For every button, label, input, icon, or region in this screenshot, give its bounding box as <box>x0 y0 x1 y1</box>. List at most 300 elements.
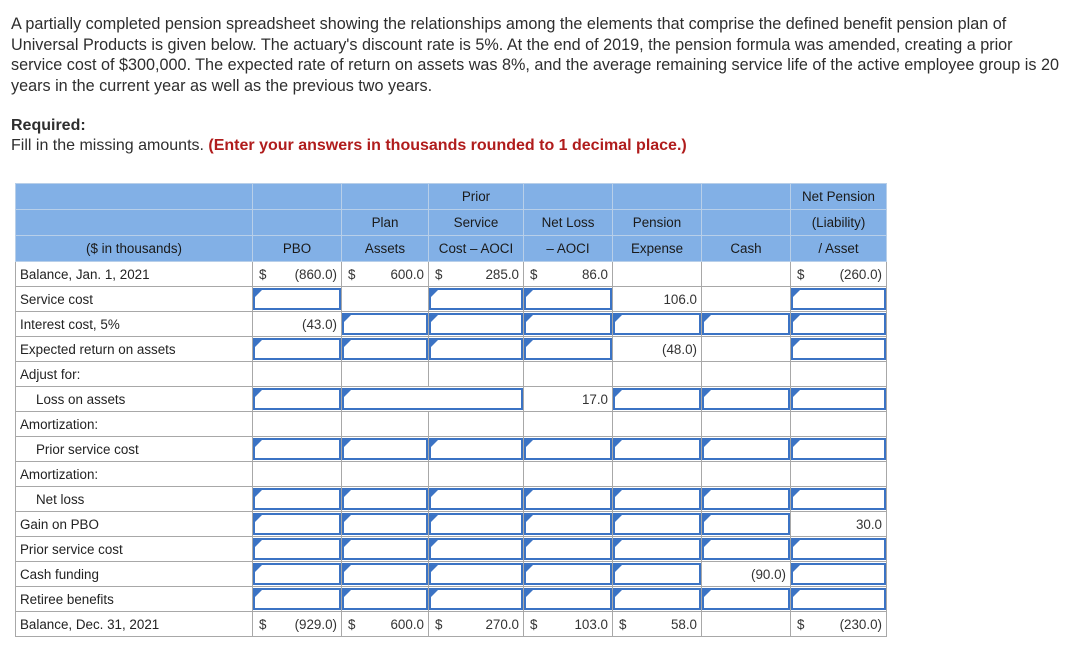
cash-input[interactable] <box>702 587 791 612</box>
cell-box[interactable] <box>342 513 428 535</box>
cell-box <box>702 413 790 435</box>
header-pension-expense: Pension <box>613 210 702 236</box>
cell-box[interactable] <box>791 288 886 310</box>
amount-input[interactable] <box>261 514 336 534</box>
amount-input[interactable] <box>261 339 336 359</box>
pension-expense-input[interactable] <box>613 587 702 612</box>
net-loss-aoci-input[interactable] <box>524 437 613 462</box>
prior-service-cost-aoci-input[interactable] <box>429 337 524 362</box>
cell-box[interactable] <box>702 438 790 460</box>
required-text: Fill in the missing amounts. <box>11 137 209 154</box>
amount-input[interactable] <box>621 439 696 459</box>
amount-input[interactable] <box>621 314 696 334</box>
row-label: Gain on PBO <box>16 512 253 537</box>
dollar-sign: $ <box>348 266 356 282</box>
cell-box <box>613 613 701 635</box>
net-loss-aoci-input[interactable] <box>524 562 613 587</box>
amount-input[interactable] <box>350 514 423 534</box>
cell-box[interactable] <box>702 513 790 535</box>
empty-cell <box>253 412 342 437</box>
cell-box[interactable] <box>613 313 701 335</box>
cell-box <box>524 613 612 635</box>
cell-box[interactable] <box>429 438 523 460</box>
header-net-loss-aoci <box>524 184 613 210</box>
amount-input[interactable] <box>799 314 881 334</box>
row-label: Adjust for: <box>16 362 253 387</box>
pbo-input[interactable] <box>253 337 342 362</box>
header-cash <box>702 210 791 236</box>
header-prior-service-cost-aoci: Prior <box>429 184 524 210</box>
cell-box[interactable] <box>613 388 701 410</box>
cell-box[interactable] <box>791 438 886 460</box>
amount-input[interactable] <box>710 314 785 334</box>
cell-box[interactable] <box>702 588 790 610</box>
table-row <box>16 462 887 487</box>
header-pension-expense: Expense <box>613 236 702 262</box>
amount-input[interactable] <box>621 589 696 609</box>
header-prior-service-cost-aoci: Service <box>429 210 524 236</box>
cell-box[interactable] <box>429 538 523 560</box>
cell-box[interactable] <box>613 588 701 610</box>
amount-input[interactable] <box>799 339 881 359</box>
pbo-value <box>253 612 342 637</box>
header-label-cell <box>16 210 253 236</box>
cell-box[interactable] <box>429 588 523 610</box>
amount-input[interactable] <box>350 539 423 559</box>
empty-cell <box>342 462 429 487</box>
amount-input[interactable] <box>261 289 336 309</box>
cell-box[interactable] <box>524 338 612 360</box>
cell-box[interactable] <box>702 388 790 410</box>
amount-input[interactable] <box>350 339 423 359</box>
amount-input[interactable] <box>350 314 423 334</box>
row-label: Net loss <box>16 487 253 512</box>
net-pension-liability-asset-input[interactable] <box>791 562 887 587</box>
cell-box[interactable] <box>791 488 886 510</box>
pension-expense-input[interactable] <box>613 487 702 512</box>
cell-box <box>791 263 886 285</box>
header-pension-expense <box>613 184 702 210</box>
cell-box[interactable] <box>791 338 886 360</box>
cell-amount: (43.0) <box>302 316 337 332</box>
cash-input[interactable] <box>702 312 791 337</box>
cell-box <box>342 463 428 485</box>
net-pension-liability-asset-input[interactable] <box>791 587 887 612</box>
amount-input[interactable] <box>437 489 518 509</box>
net-loss-aoci-input[interactable] <box>524 537 613 562</box>
amount-input[interactable] <box>532 339 607 359</box>
cell-box <box>613 413 701 435</box>
plan-assets-input[interactable] <box>342 312 429 337</box>
amount-input[interactable] <box>621 564 696 584</box>
net-pension-liability-asset-input[interactable] <box>791 487 887 512</box>
plan-assets-input[interactable] <box>342 387 524 412</box>
amount-input[interactable] <box>437 589 518 609</box>
table-row <box>16 287 887 312</box>
pension-expense-value <box>613 337 702 362</box>
cell-box[interactable] <box>613 538 701 560</box>
plan-assets-input[interactable] <box>342 562 429 587</box>
pbo-value <box>253 312 342 337</box>
header-net-loss-aoci: – AOCI <box>524 236 613 262</box>
cell-box[interactable] <box>524 563 612 585</box>
empty-cell <box>702 362 791 387</box>
cell-box[interactable] <box>253 388 341 410</box>
amount-input[interactable] <box>350 589 423 609</box>
dollar-sign: $ <box>619 616 627 632</box>
header-cash: Cash <box>702 236 791 262</box>
cash-value <box>702 562 791 587</box>
net-loss-aoci-input[interactable] <box>524 337 613 362</box>
cash-input[interactable] <box>702 512 791 537</box>
cell-box[interactable] <box>791 538 886 560</box>
dollar-sign: $ <box>530 616 538 632</box>
net-pension-liability-asset-input[interactable] <box>791 437 887 462</box>
cell-box[interactable] <box>253 338 341 360</box>
amount-input[interactable] <box>261 564 336 584</box>
cell-box <box>253 613 341 635</box>
amount-input[interactable] <box>799 564 881 584</box>
prior-service-cost-aoci-input[interactable] <box>429 587 524 612</box>
empty-cell <box>702 612 791 637</box>
cell-amount: 17.0 <box>581 391 608 407</box>
amount-input[interactable] <box>437 539 518 559</box>
cash-input[interactable] <box>702 487 791 512</box>
empty-cell <box>702 462 791 487</box>
net-loss-aoci-value <box>524 612 613 637</box>
cell-box <box>342 613 428 635</box>
header-net-pension-liability-asset: / Asset <box>791 236 887 262</box>
cell-box[interactable] <box>253 488 341 510</box>
cell-box[interactable] <box>791 313 886 335</box>
cell-amount: (929.0) <box>294 616 337 632</box>
cell-box <box>613 338 701 360</box>
cell-box <box>429 463 523 485</box>
cell-box <box>702 263 790 285</box>
empty-cell <box>253 462 342 487</box>
amount-input[interactable] <box>437 339 518 359</box>
amount-input[interactable] <box>710 589 785 609</box>
cell-box <box>429 263 523 285</box>
amount-input[interactable] <box>532 439 607 459</box>
cell-box[interactable] <box>253 588 341 610</box>
cell-box[interactable] <box>524 288 612 310</box>
cell-box[interactable] <box>613 438 701 460</box>
pension-expense-input[interactable] <box>613 312 702 337</box>
amount-input[interactable] <box>710 439 785 459</box>
cell-box <box>702 463 790 485</box>
pbo-input[interactable] <box>253 437 342 462</box>
cell-box[interactable] <box>791 588 886 610</box>
cell-box <box>702 338 790 360</box>
amount-input[interactable] <box>799 289 881 309</box>
amount-input[interactable] <box>621 539 696 559</box>
header-plan-assets: Assets <box>342 236 429 262</box>
cash-input[interactable] <box>702 387 791 412</box>
amount-input[interactable] <box>532 589 607 609</box>
empty-cell <box>342 412 429 437</box>
cell-box[interactable] <box>342 438 428 460</box>
net-loss-aoci-input[interactable] <box>524 512 613 537</box>
amount-input[interactable] <box>261 589 336 609</box>
amount-input[interactable] <box>350 389 518 409</box>
amount-input[interactable] <box>532 564 607 584</box>
net-loss-aoci-input[interactable] <box>524 312 613 337</box>
amount-input[interactable] <box>621 514 696 534</box>
empty-cell <box>613 462 702 487</box>
cell-box[interactable] <box>613 513 701 535</box>
empty-cell <box>613 362 702 387</box>
cell-box[interactable] <box>791 563 886 585</box>
pbo-input[interactable] <box>253 387 342 412</box>
amount-input[interactable] <box>437 314 518 334</box>
cell-box[interactable] <box>253 288 341 310</box>
cell-box <box>429 413 523 435</box>
empty-cell <box>702 412 791 437</box>
pension-expense-value <box>613 287 702 312</box>
plan-assets-value <box>342 612 429 637</box>
cash-input[interactable] <box>702 537 791 562</box>
cell-box <box>253 313 341 335</box>
row-label: Amortization: <box>16 412 253 437</box>
cell-box[interactable] <box>429 338 523 360</box>
cell-box <box>429 613 523 635</box>
dollar-sign: $ <box>348 616 356 632</box>
net-pension-liability-asset-input[interactable] <box>791 287 887 312</box>
pension-expense-input[interactable] <box>613 537 702 562</box>
row-label: Amortization: <box>16 462 253 487</box>
empty-cell <box>702 262 791 287</box>
table-row <box>16 387 887 412</box>
empty-cell <box>429 412 524 437</box>
cell-amount: 270.0 <box>485 616 519 632</box>
plan-assets-input[interactable] <box>342 437 429 462</box>
net-pension-liability-asset-input[interactable] <box>791 337 887 362</box>
plan-assets-input[interactable] <box>342 587 429 612</box>
cell-box[interactable] <box>702 538 790 560</box>
table-row <box>16 487 887 512</box>
pension-expense-input[interactable] <box>613 512 702 537</box>
amount-input[interactable] <box>799 489 881 509</box>
amount-input[interactable] <box>532 539 607 559</box>
net-loss-aoci-value <box>524 262 613 287</box>
cell-box <box>429 363 523 385</box>
cell-box <box>613 263 701 285</box>
amount-input[interactable] <box>437 514 518 534</box>
plan-assets-input[interactable] <box>342 487 429 512</box>
problem-statement: A partially completed pension spreadsheet showing the relationships among the elements that comprise the defined benefit pension plan of Universal Products is given below. The actuary's discount rate is 5%. At the end of 2019, the pension formula was amended, creating a prior service cost of $300,000. The expected rate of return on assets was 8%, and the average remaining service life of the active employee group is 20 years in the current year as well as the previous two years. <box>11 15 1059 95</box>
prior-service-cost-aoci-input[interactable] <box>429 487 524 512</box>
amount-input[interactable] <box>532 514 607 534</box>
amount-input[interactable] <box>437 289 518 309</box>
prior-service-cost-aoci-input[interactable] <box>429 562 524 587</box>
amount-input[interactable] <box>799 539 881 559</box>
cell-box <box>253 413 341 435</box>
dollar-sign: $ <box>797 266 805 282</box>
pension-expense-input[interactable] <box>613 387 702 412</box>
cell-box[interactable] <box>524 313 612 335</box>
amount-input[interactable] <box>350 489 423 509</box>
table-row <box>16 362 887 387</box>
cell-box[interactable] <box>342 388 523 410</box>
cell-box[interactable] <box>253 538 341 560</box>
amount-input[interactable] <box>532 289 607 309</box>
amount-input[interactable] <box>532 314 607 334</box>
cell-box[interactable] <box>429 563 523 585</box>
amount-input[interactable] <box>261 389 336 409</box>
cell-box[interactable] <box>342 488 428 510</box>
cell-box <box>702 288 790 310</box>
amount-input[interactable] <box>621 389 696 409</box>
amount-input[interactable] <box>437 439 518 459</box>
amount-input[interactable] <box>350 439 423 459</box>
cell-box <box>702 563 790 585</box>
cell-box[interactable] <box>524 588 612 610</box>
cell-box[interactable] <box>791 388 886 410</box>
pbo-input[interactable] <box>253 512 342 537</box>
empty-cell <box>524 362 613 387</box>
header-row <box>16 236 887 262</box>
amount-input[interactable] <box>532 489 607 509</box>
amount-input[interactable] <box>710 514 785 534</box>
pension-expense-input[interactable] <box>613 562 702 587</box>
net-pension-liability-asset-value <box>791 512 887 537</box>
amount-input[interactable] <box>621 489 696 509</box>
cell-box[interactable] <box>342 538 428 560</box>
amount-input[interactable] <box>350 564 423 584</box>
row-label: Interest cost, 5% <box>16 312 253 337</box>
cell-box[interactable] <box>613 488 701 510</box>
amount-input[interactable] <box>710 389 785 409</box>
cell-box <box>253 363 341 385</box>
dollar-sign: $ <box>259 616 267 632</box>
row-label: Cash funding <box>16 562 253 587</box>
table-row <box>16 262 887 287</box>
cell-box <box>524 263 612 285</box>
cell-box[interactable] <box>429 513 523 535</box>
amount-input[interactable] <box>799 389 881 409</box>
cell-amount: 600.0 <box>390 616 424 632</box>
net-loss-aoci-value <box>524 387 613 412</box>
pension-expense-input[interactable] <box>613 437 702 462</box>
table-row <box>16 512 887 537</box>
cell-box[interactable] <box>524 538 612 560</box>
cell-box[interactable] <box>429 313 523 335</box>
cell-box <box>253 263 341 285</box>
pbo-input[interactable] <box>253 487 342 512</box>
net-pension-liability-asset-input[interactable] <box>791 537 887 562</box>
net-pension-liability-asset-input[interactable] <box>791 387 887 412</box>
amount-input[interactable] <box>261 489 336 509</box>
dollar-sign: $ <box>259 266 267 282</box>
cell-box[interactable] <box>342 313 428 335</box>
dollar-sign: $ <box>435 266 443 282</box>
row-label: Retiree benefits <box>16 587 253 612</box>
amount-input[interactable] <box>261 539 336 559</box>
prior-service-cost-aoci-input[interactable] <box>429 287 524 312</box>
cell-box[interactable] <box>253 438 341 460</box>
header-row <box>16 210 887 236</box>
amount-input[interactable] <box>437 564 518 584</box>
cash-input[interactable] <box>702 437 791 462</box>
cell-box[interactable] <box>253 513 341 535</box>
plan-assets-input[interactable] <box>342 337 429 362</box>
header-pbo <box>253 184 342 210</box>
pbo-input[interactable] <box>253 537 342 562</box>
cell-box[interactable] <box>524 513 612 535</box>
cell-box <box>524 388 612 410</box>
cell-amount: (48.0) <box>662 341 697 357</box>
cell-box <box>342 363 428 385</box>
cell-box[interactable] <box>613 563 701 585</box>
net-loss-aoci-input[interactable] <box>524 587 613 612</box>
pbo-input[interactable] <box>253 287 342 312</box>
cell-box[interactable] <box>524 438 612 460</box>
cell-box[interactable] <box>429 288 523 310</box>
prior-service-cost-aoci-input[interactable] <box>429 437 524 462</box>
header-net-pension-liability-asset: Net Pension <box>791 184 887 210</box>
cell-box[interactable] <box>253 563 341 585</box>
empty-cell <box>524 462 613 487</box>
net-pension-liability-asset-value <box>791 262 887 287</box>
cell-amount: 600.0 <box>390 266 424 282</box>
row-label: Balance, Dec. 31, 2021 <box>16 612 253 637</box>
prior-service-cost-aoci-input[interactable] <box>429 312 524 337</box>
cell-amount: (260.0) <box>839 266 882 282</box>
header-label-cell <box>16 184 253 210</box>
empty-cell <box>342 362 429 387</box>
cell-box[interactable] <box>702 488 790 510</box>
cell-box[interactable] <box>429 488 523 510</box>
cell-box <box>791 613 886 635</box>
amount-input[interactable] <box>799 439 881 459</box>
cell-box <box>613 463 701 485</box>
cell-box <box>613 288 701 310</box>
table-row <box>16 312 887 337</box>
plan-assets-input[interactable] <box>342 512 429 537</box>
plan-assets-value <box>342 262 429 287</box>
row-label: Service cost <box>16 287 253 312</box>
prior-service-cost-aoci-input[interactable] <box>429 512 524 537</box>
net-loss-aoci-input[interactable] <box>524 487 613 512</box>
row-label: Balance, Jan. 1, 2021 <box>16 262 253 287</box>
cell-amount: 86.0 <box>581 266 608 282</box>
cell-box[interactable] <box>524 488 612 510</box>
net-loss-aoci-input[interactable] <box>524 287 613 312</box>
prior-service-cost-aoci-input[interactable] <box>429 537 524 562</box>
cell-box[interactable] <box>342 588 428 610</box>
amount-input[interactable] <box>799 589 881 609</box>
cell-box <box>791 413 886 435</box>
cell-amount: 285.0 <box>485 266 519 282</box>
plan-assets-input[interactable] <box>342 537 429 562</box>
cell-amount: 30.0 <box>855 516 882 532</box>
net-pension-liability-asset-input[interactable] <box>791 312 887 337</box>
amount-input[interactable] <box>710 539 785 559</box>
amount-input[interactable] <box>261 439 336 459</box>
header-cash <box>702 184 791 210</box>
pbo-input[interactable] <box>253 587 342 612</box>
cell-box <box>791 363 886 385</box>
cell-amount: (860.0) <box>294 266 337 282</box>
cell-box[interactable] <box>342 338 428 360</box>
cell-box <box>342 263 428 285</box>
pbo-input[interactable] <box>253 562 342 587</box>
cell-box[interactable] <box>342 563 428 585</box>
amount-input[interactable] <box>710 489 785 509</box>
header-prior-service-cost-aoci: Cost – AOCI <box>429 236 524 262</box>
cell-box[interactable] <box>702 313 790 335</box>
